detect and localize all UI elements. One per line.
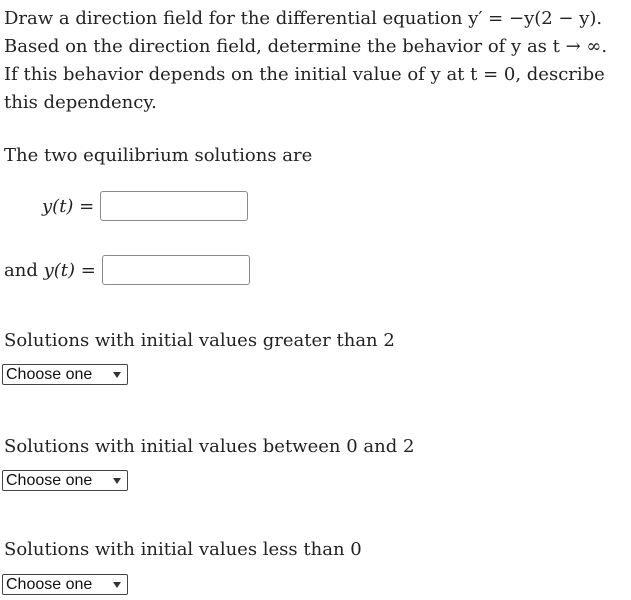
question-line-3: If this behavior depends on the initial value of y at t = 0, describe: [4, 64, 605, 85]
question-text: [4, 5, 626, 117]
equilibrium-row-2: [4, 255, 250, 285]
question-line-4: this dependency.: [4, 92, 157, 113]
chevron-down-icon: [113, 372, 121, 378]
select-value: Choose one: [6, 365, 93, 383]
case-greater-than-2-label: Solutions with initial values greater than 2: [4, 330, 395, 351]
equilibrium-2-prefix: and: [4, 259, 38, 281]
case-less-than-0-select[interactable]: [2, 574, 128, 595]
case-less-than-0-label: Solutions with initial values less than 0: [4, 539, 362, 560]
equilibrium-1-label: y(t) =: [42, 195, 95, 217]
question-line-1: Draw a direction field for the differential equation y′ = −y(2 − y).: [4, 8, 603, 29]
equilibrium-1-input[interactable]: [100, 191, 248, 221]
select-value: Choose one: [6, 471, 93, 489]
chevron-down-icon: [113, 582, 121, 588]
question-line-2: Based on the direction field, determine the behavior of y as t → ∞.: [4, 36, 608, 57]
case-greater-than-2-select[interactable]: [2, 364, 128, 385]
equilibrium-row-1: [42, 191, 248, 221]
equilibrium-2-label: y(t) =: [43, 259, 96, 281]
case-between-0-and-2-select[interactable]: [2, 470, 128, 491]
equilibrium-intro: The two equilibrium solutions are: [4, 145, 313, 166]
equilibrium-2-input[interactable]: [102, 255, 250, 285]
case-between-0-and-2-label: Solutions with initial values between 0 and 2: [4, 436, 415, 457]
chevron-down-icon: [113, 478, 121, 484]
select-value: Choose one: [6, 575, 93, 593]
